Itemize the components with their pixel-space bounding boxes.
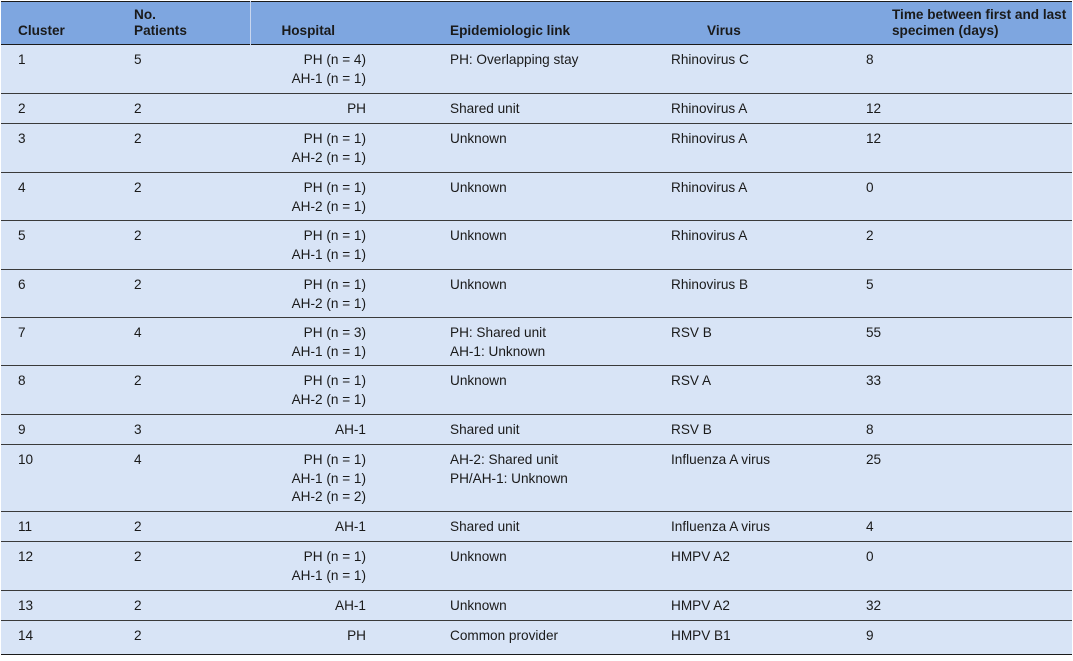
hospital-line: AH-1	[335, 598, 366, 613]
hospital-line: AH-1	[335, 519, 366, 534]
cell-patients: 5	[134, 52, 142, 67]
cell-hospital	[250, 542, 366, 591]
cell-virus: Influenza A virus	[671, 452, 770, 467]
cell-time: 55	[866, 325, 882, 340]
cell-epidemiologic-link	[366, 621, 588, 655]
cell-time: 4	[866, 519, 874, 534]
cell-patients: 2	[134, 598, 142, 613]
table-row	[1, 173, 1072, 221]
header-hospital: Hospital	[250, 2, 366, 45]
header-patients	[134, 2, 250, 45]
header-epidemiologic-link: Epidemiologic link	[450, 23, 571, 38]
table-row	[1, 621, 1072, 655]
epi-line: Unknown	[450, 180, 507, 195]
cell-epidemiologic-link	[366, 542, 588, 591]
epi-line: Shared unit	[450, 519, 520, 534]
epi-line: Unknown	[450, 228, 507, 243]
hospital-line: AH-1 (n = 1)	[291, 70, 366, 86]
cell-hospital	[250, 366, 366, 415]
cell-virus: RSV B	[671, 422, 712, 437]
table-row	[1, 318, 1072, 366]
hospital-line: AH-1 (n = 1)	[291, 470, 366, 486]
cell-time: 8	[866, 52, 874, 67]
table-row	[1, 445, 1072, 512]
cell-epidemiologic-link	[366, 270, 588, 318]
table-row	[1, 124, 1072, 173]
cell-epidemiologic-link	[366, 94, 588, 124]
cell-time: 0	[866, 180, 874, 195]
header-cluster: Cluster	[18, 23, 65, 38]
epi-line: PH: Overlapping stay	[450, 52, 579, 67]
hospital-line: AH-1 (n = 1)	[291, 567, 366, 583]
table-row	[1, 591, 1072, 621]
cell-epidemiologic-link	[366, 591, 588, 621]
cell-cluster: 9	[18, 422, 26, 437]
epi-line: Shared unit	[450, 101, 520, 116]
table-row	[1, 512, 1072, 542]
cell-patients: 2	[134, 180, 142, 195]
cell-hospital	[250, 512, 366, 542]
cell-virus: Rhinovirus A	[671, 228, 748, 243]
cell-time: 5	[866, 277, 874, 292]
cell-time: 32	[866, 598, 882, 613]
cell-hospital	[250, 221, 366, 270]
cell-patients: 4	[134, 325, 142, 340]
cell-cluster: 7	[18, 325, 26, 340]
hospital-line: AH-2 (n = 1)	[291, 295, 366, 311]
cell-cluster: 14	[18, 628, 34, 643]
cell-virus: Rhinovirus B	[671, 277, 749, 292]
header-patients-line2: Patients	[134, 23, 187, 38]
cell-epidemiologic-link	[366, 45, 588, 94]
hospital-line: AH-2 (n = 1)	[291, 198, 366, 214]
cell-patients: 2	[134, 228, 142, 243]
cell-virus: HMPV A2	[671, 598, 730, 613]
hospital-line: PH (n = 1)	[303, 452, 366, 467]
cell-epidemiologic-link	[366, 318, 588, 366]
cell-epidemiologic-link	[366, 445, 588, 512]
epi-line: Unknown	[450, 277, 507, 292]
clusters-table-container	[1, 1, 1072, 655]
cell-hospital	[250, 45, 366, 94]
cell-cluster: 8	[18, 373, 26, 388]
cell-epidemiologic-link	[366, 221, 588, 270]
cell-hospital	[250, 415, 366, 445]
table-row	[1, 366, 1072, 415]
cell-time: 0	[866, 549, 874, 564]
table-row	[1, 94, 1072, 124]
table-row	[1, 221, 1072, 270]
epi-line: PH/AH-1: Unknown	[450, 470, 568, 486]
cell-time: 9	[866, 628, 874, 643]
cell-cluster: 6	[18, 277, 26, 292]
header-patients-line1: No.	[134, 7, 156, 22]
hospital-line: AH-1 (n = 1)	[291, 343, 366, 359]
epi-line: Common provider	[450, 628, 559, 643]
cell-hospital	[250, 445, 366, 512]
hospital-line: PH (n = 1)	[303, 373, 366, 388]
cell-virus: Rhinovirus A	[671, 101, 748, 116]
table-row	[1, 415, 1072, 445]
cell-virus: Rhinovirus C	[671, 52, 749, 67]
cell-hospital	[250, 621, 366, 655]
cell-hospital	[250, 591, 366, 621]
cell-hospital	[250, 173, 366, 221]
cell-patients: 2	[134, 373, 142, 388]
cell-cluster: 2	[18, 101, 26, 116]
cell-epidemiologic-link	[366, 173, 588, 221]
cell-epidemiologic-link	[366, 512, 588, 542]
cell-cluster: 11	[18, 519, 33, 534]
cell-virus: Rhinovirus A	[671, 131, 748, 146]
hospital-line: PH	[347, 628, 366, 643]
clusters-table	[1, 1, 1072, 655]
cell-patients: 2	[134, 277, 142, 292]
cell-cluster: 13	[18, 598, 34, 613]
epi-line: AH-2: Shared unit	[450, 452, 559, 467]
hospital-line: PH (n = 4)	[303, 52, 366, 67]
cell-hospital	[250, 94, 366, 124]
hospital-line: PH (n = 1)	[303, 228, 366, 243]
epi-line: Unknown	[450, 373, 507, 388]
cell-virus: HMPV B1	[671, 628, 731, 643]
cell-cluster: 10	[18, 452, 34, 467]
cell-time: 25	[866, 452, 882, 467]
hospital-line: PH (n = 1)	[303, 277, 366, 292]
cell-patients: 2	[134, 549, 142, 564]
cell-patients: 2	[134, 519, 142, 534]
header-virus: Virus	[707, 23, 741, 38]
table-row	[1, 542, 1072, 591]
table-row	[1, 45, 1072, 94]
cell-hospital	[250, 318, 366, 366]
hospital-line: AH-1 (n = 1)	[291, 246, 366, 262]
epi-line: Unknown	[450, 549, 507, 564]
cell-time: 33	[866, 373, 882, 388]
hospital-line: AH-2 (n = 1)	[291, 149, 366, 165]
cell-patients: 4	[134, 452, 142, 467]
header-time-line1: Time between first and last	[892, 7, 1067, 22]
cell-cluster: 1	[18, 52, 26, 67]
cell-hospital	[250, 124, 366, 173]
hospital-line: PH (n = 1)	[303, 549, 366, 564]
cell-virus: Rhinovirus A	[671, 180, 748, 195]
hospital-line: PH (n = 1)	[303, 180, 366, 195]
hospital-line: PH	[347, 101, 366, 116]
hospital-line: PH (n = 1)	[303, 131, 366, 146]
epi-line: Unknown	[450, 598, 507, 613]
header-time-line2: specimen (days)	[892, 23, 999, 38]
cell-epidemiologic-link	[366, 124, 588, 173]
cell-patients: 3	[134, 422, 142, 437]
epi-line: Unknown	[450, 131, 507, 146]
cell-cluster: 4	[18, 180, 26, 195]
cell-cluster: 3	[18, 131, 26, 146]
cell-virus: HMPV A2	[671, 549, 730, 564]
hospital-line: AH-2 (n = 1)	[291, 391, 366, 407]
cell-time: 12	[866, 101, 882, 116]
cell-virus: Influenza A virus	[671, 519, 770, 534]
cell-epidemiologic-link	[366, 415, 588, 445]
cell-patients: 2	[134, 101, 142, 116]
cell-virus: RSV B	[671, 325, 712, 340]
cell-hospital	[250, 270, 366, 318]
cell-cluster: 12	[18, 549, 34, 564]
table-body	[1, 45, 1072, 655]
epi-line: Shared unit	[450, 422, 520, 437]
cell-patients: 2	[134, 628, 142, 643]
cell-time: 12	[866, 131, 882, 146]
table-header-row	[1, 2, 1072, 45]
cell-time: 8	[866, 422, 874, 437]
epi-line: AH-1: Unknown	[450, 343, 546, 359]
hospital-line: AH-2 (n = 2)	[291, 489, 366, 505]
header-time	[779, 2, 1072, 45]
table-row	[1, 270, 1072, 318]
cell-patients: 2	[134, 131, 142, 146]
hospital-line: PH (n = 3)	[303, 325, 366, 340]
cell-epidemiologic-link	[366, 366, 588, 415]
cell-time: 2	[866, 228, 874, 243]
hospital-line: AH-1	[335, 422, 366, 437]
cell-cluster: 5	[18, 228, 26, 243]
epi-line: PH: Shared unit	[450, 325, 546, 340]
cell-virus: RSV A	[671, 373, 712, 388]
